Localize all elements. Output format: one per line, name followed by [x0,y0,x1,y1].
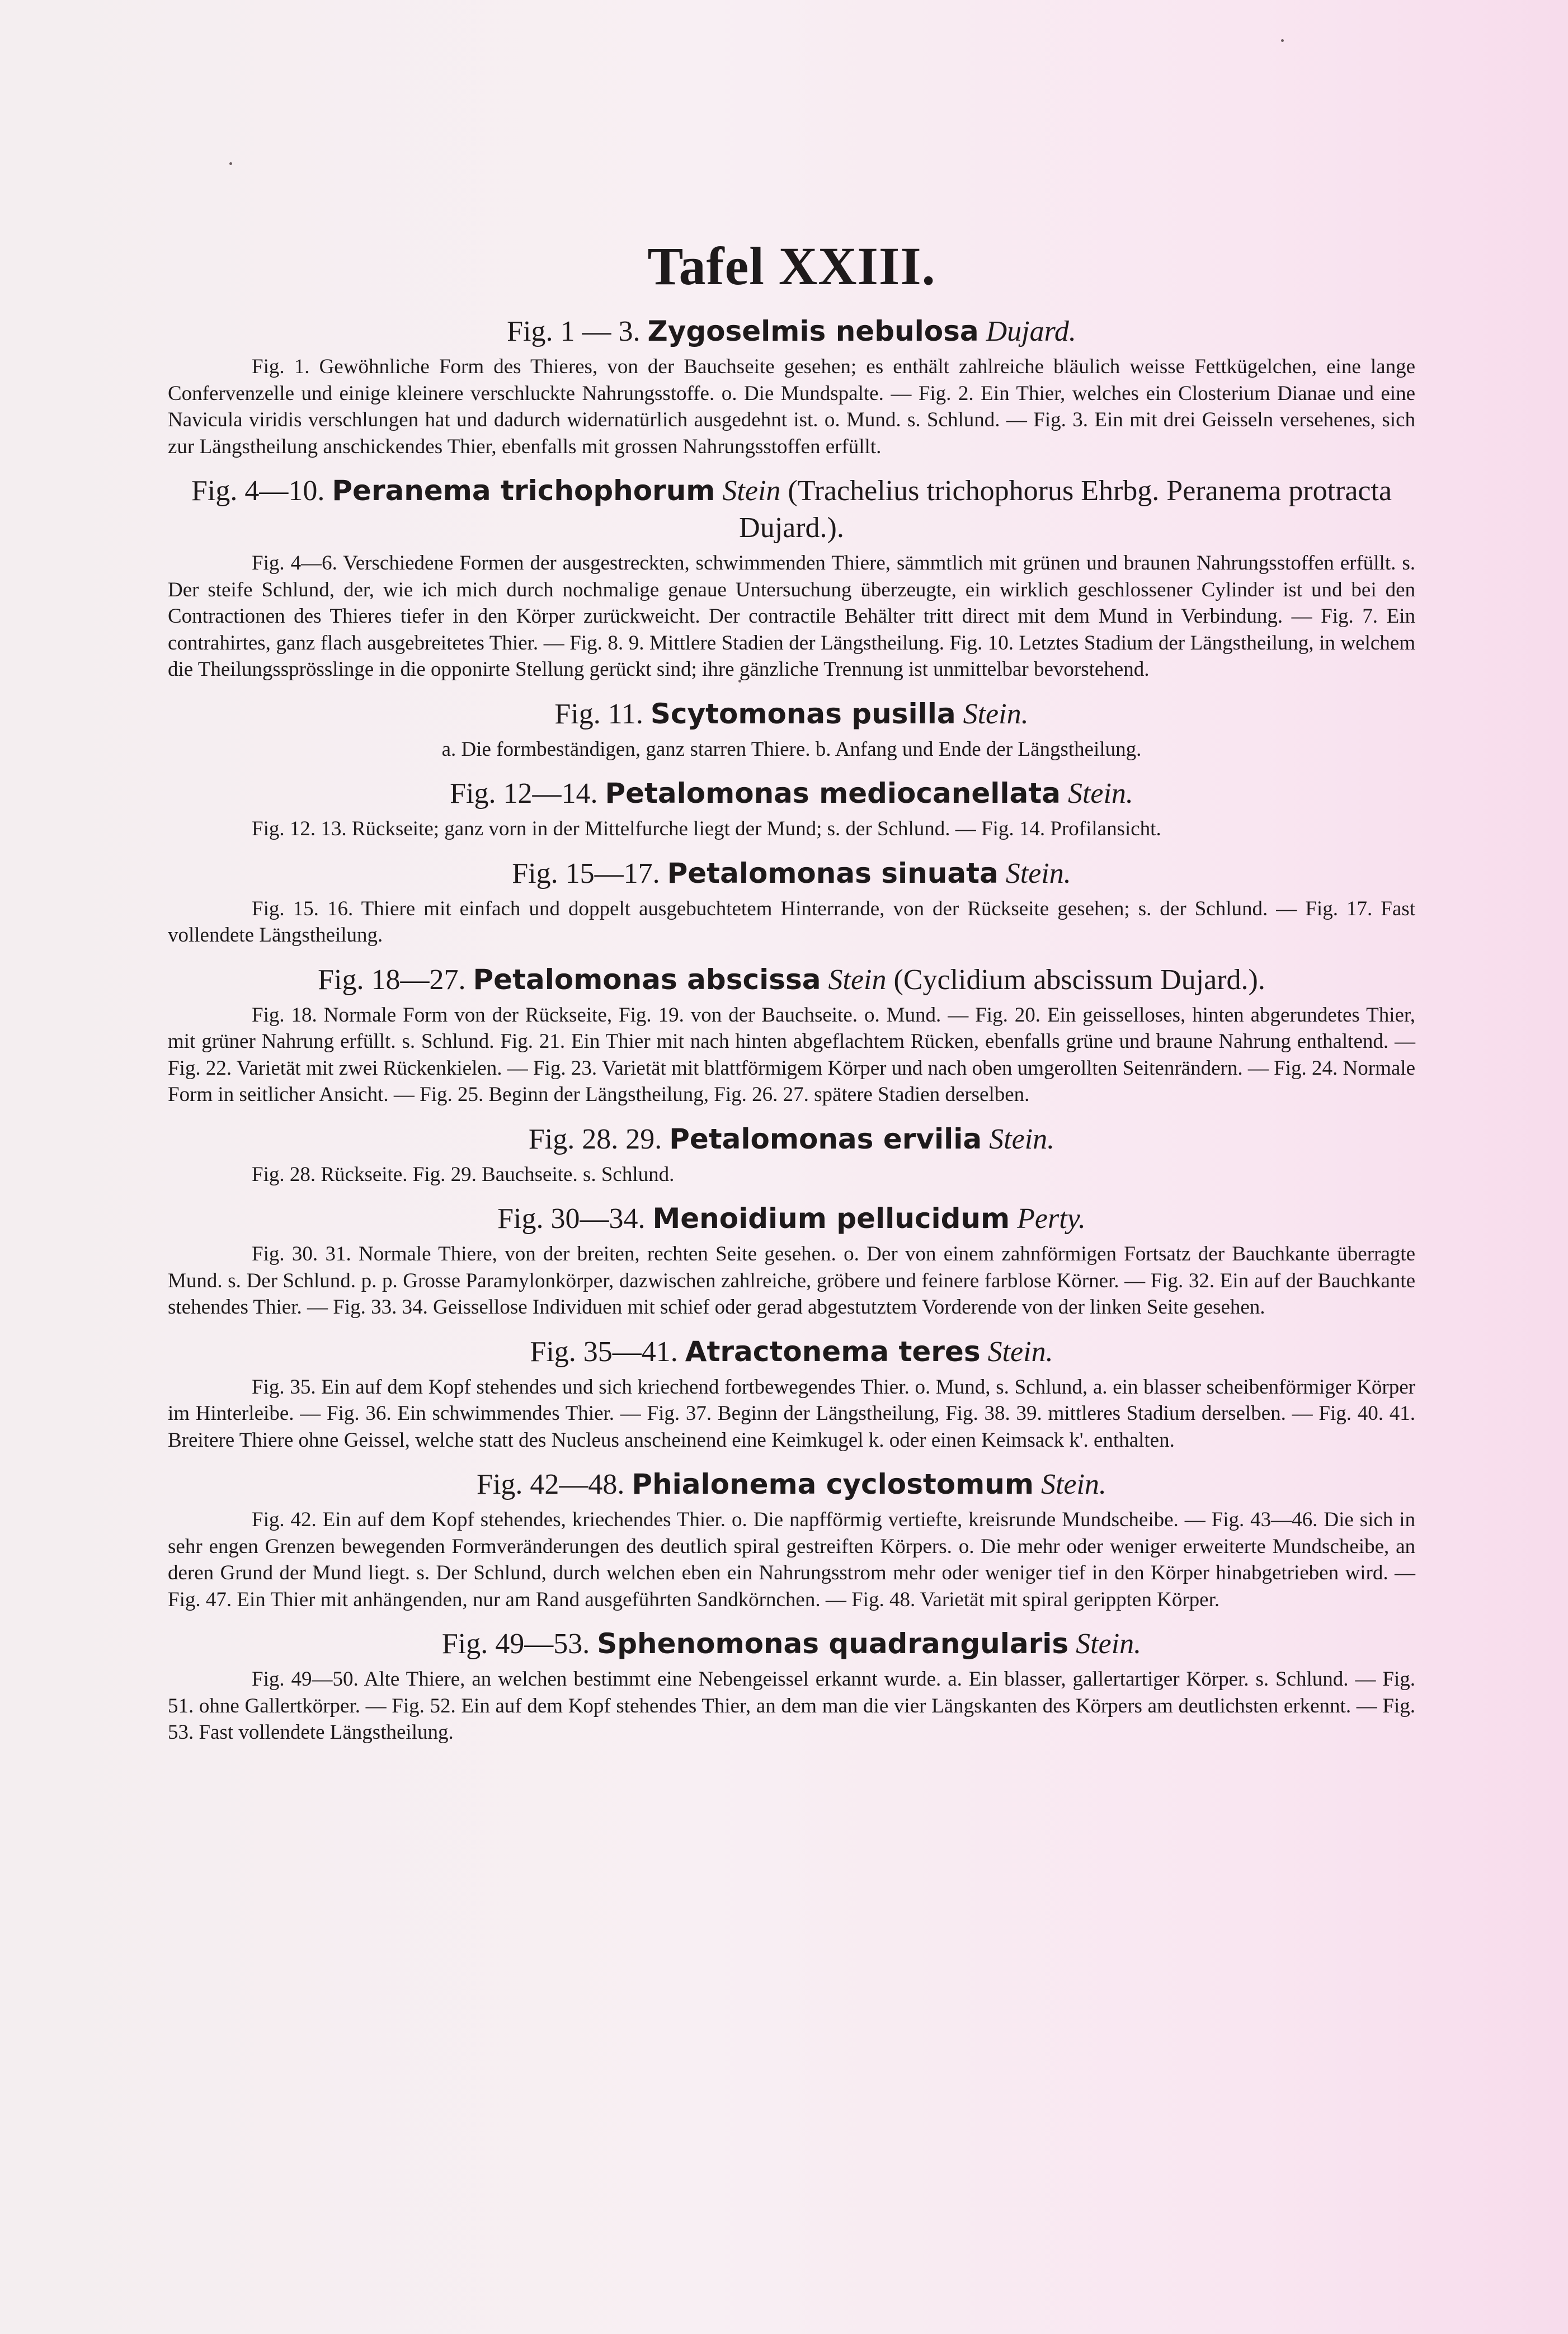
section-heading [168,775,1415,812]
species-name: Scytomonas pusilla [650,697,956,730]
species-name: Peranema trichophorum [332,474,715,507]
section-heading [168,1200,1415,1237]
section-description: Fig. 18. Normale Form von der Rückseite, Fig. 19. von der Bauchseite. o. Mund. — Fig. 20. Ein geisselloses, hinten abgerundetes Thier, mit grüner Nahrung erfüllt. s. Schlund. Fig. 21. Ein Thier mit nach hinten abgeflachtem Rücken, ebenfalls grüne und braune Nahrung enthaltend. — Fig. 22. Varietät mit zwei Rückenkielen. — Fig. 23. Varietät mit blattförmigem Körper und nach oben umgerollten Seitenrändern. — Fig. 24. Normale Form in seitlicher Ansicht. — Fig. 25. Beginn der Längstheilung, Fig. 26. 27. spätere Stadien derselben. [168,1003,1415,1106]
figure-range: Fig. 18—27. [318,963,466,996]
author-name: Stein. [987,1335,1053,1368]
section-description: Fig. 15. 16. Thiere mit einfach und doppelt ausgebuchtetem Hinterrande, von der Rückseite gesehen; s. der Schlund. — Fig. 17. Fast vollendete Längstheilung. [168,897,1415,947]
figure-range: Fig. 12—14. [450,778,598,810]
author-name: Stein. [989,1123,1055,1155]
section-menoidium [168,1200,1415,1321]
author-name: Dujard. [986,316,1076,347]
section-phialonema [168,1466,1415,1613]
species-name: Petalomonas sinuata [667,857,999,890]
species-name: Petalomonas ervilia [669,1122,982,1155]
figure-range: Fig. 35—41. [530,1335,678,1368]
section-peranema [168,472,1415,683]
section-atractonema [168,1333,1415,1454]
figure-range: Fig. 28. 29. [528,1123,662,1155]
author-name: Stein [828,963,887,996]
author-name: Perty. [1017,1203,1086,1235]
section-sphenomonas [168,1625,1415,1746]
author-name: Stein. [1040,1469,1106,1500]
figure-range: Fig. 30—34. [497,1203,646,1235]
species-name: Phialonema cyclostomum [632,1468,1034,1500]
species-name: Sphenomonas quadrangularis [597,1627,1069,1660]
section-heading [168,313,1415,350]
figure-range: Fig. 11. [554,698,643,730]
section-description: Fig. 35. Ein auf dem Kopf stehendes und sich kriechend fortbewegendes Thier. o. Mund, s. Schlund, a. ein blasser scheibenförmiger Körper im Hinterleibe. — Fig. 36. Ein schwimmendes Thier. — Fig. 37. Beginn der Längstheilung, Fig. 38. 39. mittleres Stadium derselben. — Fig. 40. 41. Breitere Thiere ohne Geissel, welche statt des Nucleus anscheinend eine Keimkugel k. oder einen Keimsack k'. enthalten. [168,1375,1415,1452]
plate-description [168,235,1415,1746]
section-description: Fig. 12. 13. Rückseite; ganz vorn in der Mittelfurche liegt der Mund; s. der Schlund. — Fig. 14. Profilansicht. [252,817,1161,840]
species-name: Zygoselmis nebulosa [647,315,979,347]
synonym-note: (Trachelius trichophorus Ehrbg. Peranema protracta Dujard.). [739,475,1392,544]
figure-range: Fig. 15—17. [512,857,660,890]
section-scytomonas [168,695,1415,763]
section-heading [168,695,1415,733]
page-title: Tafel XXIII. [647,236,936,296]
synonym-note: (Cyclidium abscissum Dujard.). [893,963,1265,996]
figure-range: Fig. 42—48. [477,1469,625,1500]
section-petalomonas-abscissa [168,961,1415,1108]
paper-speck [1281,39,1284,42]
section-description: Fig. 49—50. Alte Thiere, an welchen bestimmt eine Nebengeissel erkannt wurde. a. Ein blasser, gallertartiger Körper. s. Schlund. — Fig. 51. ohne Gallertkörper. — Fig. 52. Ein auf dem Kopf stehendes Thier, an dem man die vier Längskanten des Körpers am deutlichsten erkennt. — Fig. 53. Fast vollendete Längstheilung. [168,1668,1415,1744]
author-name: Stein. [1005,857,1071,890]
section-description: Fig. 30. 31. Normale Thiere, von der breiten, rechten Seite gesehen. o. Der von einem zahnförmigen Fortsatz der Bauchkante überragte Mund. s. Der Schlund. p. p. Grosse Paramylonkörper, dazwischen zahlreiche, gröbere und feinere farblose Körner. — Fig. 32. Ein auf der Bauchkante stehendes Thier. — Fig. 33. 34. Geissellose Individuen mit schief oder gerad abgestutztem Vorderende von der linken Seite gesehen. [168,1243,1415,1319]
figure-range: Fig. 49—53. [441,1628,590,1660]
figure-range: Fig. 4—10. [191,475,325,507]
section-description: Fig. 42. Ein auf dem Kopf stehendes, kriechendes Thier. o. Die napfförmig vertiefte, kreisrunde Mundscheibe. — Fig. 43—46. Die sich in sehr engen Grenzen bewegenden Formveränderungen des deutlich spiral gestreiften Körpers. o. Die mehr oder weniger erweiterte Mundscheibe, an deren Grund der Mund liegt. s. Der Schlund, durch welchen eben ein Nahrungsstrom mehr oder weniger tief in den Körper hinabgetrieben wird. — Fig. 47. Ein Thier mit anhängenden, nur am Rand ausgeführten Sandkörnchen. — Fig. 48. Varietät mit spiral gerippten Körper. [168,1508,1415,1611]
section-zygoselmis [168,313,1415,460]
section-heading [168,472,1415,547]
author-name: Stein. [1076,1628,1142,1660]
section-heading [168,1333,1415,1371]
section-heading [168,1466,1415,1503]
section-description: a. Die formbeständigen, ganz starren Thiere. b. Anfang und Ende der Längstheilung. [441,737,1142,761]
figure-range: Fig. 1 — 3. [507,316,641,347]
author-name: Stein. [963,698,1029,730]
author-name: Stein [722,475,781,507]
species-name: Petalomonas mediocanellata [605,777,1061,810]
section-heading [168,961,1415,999]
section-petalomonas-ervilia [168,1121,1415,1188]
section-petalomonas-mediocanellata [168,775,1415,843]
species-name: Petalomonas abscissa [473,963,821,996]
section-heading [168,1121,1415,1158]
paper-speck [229,162,232,165]
section-heading [168,855,1415,892]
species-name: Menoidium pellucidum [652,1202,1010,1235]
author-name: Stein. [1067,778,1133,810]
section-description: Fig. 28. Rückseite. Fig. 29. Bauchseite. s. Schlund. [252,1163,675,1186]
section-petalomonas-sinuata [168,855,1415,949]
section-heading [168,1625,1415,1663]
section-description: Fig. 4—6. Verschiedene Formen der ausgestreckten, schwimmenden Thiere, sämmtlich mit grünen und braunen Nahrungsstoffen erfüllt. s. Der steife Schlund, der, wie ich mich durch nochmalige genaue Untersuchung überzeugte, ein wirklich geschlossener Cylinder ist und bei den Contractionen des Thieres tiefer in den Körper zurückweicht. Der contractile Behälter tritt direct mit dem Mund in Verbindung. — Fig. 7. Ein contrahirtes, ganz flach ausgebreitetes Thier. — Fig. 8. 9. Mittlere Stadien der Längstheilung. Fig. 10. Letztes Stadium der Längstheilung, in welchem die Theilungssprösslinge in die opponirte Stellung gerückt sind; ihre gänzliche Trennung ist unmittelbar bevorstehend. [168,552,1415,681]
species-name: Atractonema teres [685,1335,981,1368]
section-description: Fig. 1. Gewöhnliche Form des Thieres, von der Bauchseite gesehen; es enthält zahlreiche bläulich weisse Fettkügelchen, eine lange Confervenzelle und einige kleinere verschluckte Nahrungsstoffe. o. Die Mundspalte. — Fig. 2. Ein Thier, welches ein Closterium Dianae und eine Navicula viridis verschlungen hat und dadurch widernatürlich ausgedehnt ist. o. Mund. s. Schlund. — Fig. 3. Ein mit drei Geisseln versehenes, sich zur Längstheilung anschickendes Thier, ebenfalls mit grossen Nahrungsstoffen erfüllt. [168,355,1415,458]
